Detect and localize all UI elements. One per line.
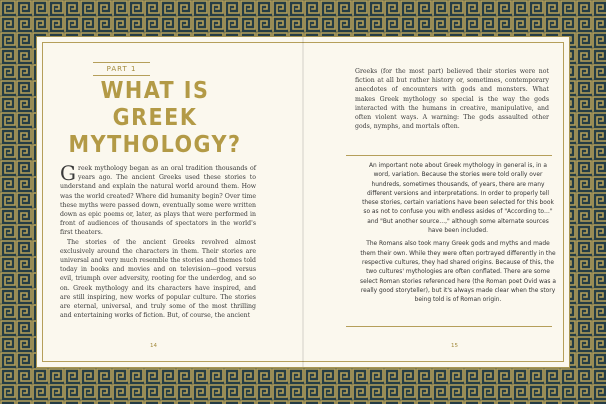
sidebar-paragraph-1: An important note about Greek mythology in general is, in a word, variation. Because the stories were told orally over hundreds, sometimes thousands, of years, there are many different versions and interpretations. In order to properly tell these stories, certain variations have been selected for this book so as not to confuse you with endless asides of "According to…" and "But another source…," although some alternate sources have been included. (362, 163, 554, 235)
left-paragraph-1-text: reek mythology began as an oral tradition thousands of years ago. The ancient Greeks used these stories to understand and explain the natural world around them. How was the world created? Where did humanity begin? Over time these myths were passed down, eventually some were written down as epic poems or, later, as plays that were performed in front of audiences of thousands of spectators in the world's first theaters. (60, 165, 256, 237)
chapter-title-line-2: MYTHOLOGY? (68, 132, 242, 158)
part-label: PART 1 (93, 62, 150, 76)
sidebar-bottom-rule (346, 326, 552, 327)
sidebar-note (360, 162, 556, 309)
right-page-number: 15 (451, 343, 458, 349)
right-paragraph-1: Greeks (for the most part) believed their stories were not fiction at all but rather history or, sometimes, contemporary anecdotes of encounters with gods and monsters. What makes Greek mythology so special is the way the gods interacted with the humans in creative, manipulative, and often violent ways. A warning: The gods assaulted other gods, nymphs, and mortals often. (355, 68, 549, 131)
sidebar-top-rule (346, 155, 552, 156)
right-page-body (355, 67, 549, 131)
chapter-title (60, 78, 250, 159)
left-page-number: 14 (150, 343, 157, 349)
left-paragraph-2: The stories of the ancient Greeks revolved almost exclusively around the characters in them. Their stories are universal and very much resemble the stories and themes told today in books and movies and on television—good versus evil, triumph over adversity, rooting for the underdog, and so on. Greek mythology and its characters have inspired, and are still inspiring, new works of popular culture. The stories are eternal, universal, and truly some of the most thrilling and entertaining works of fiction. But, of course, the ancient (60, 238, 256, 320)
sidebar-paragraph-2: The Romans also took many Greek gods and myths and made them their own. While they were often portrayed differently in the respective cultures, they had shared origins. Because of this, the two cultures' mythologies are often conflated. There are some select Roman stories referenced here (the Roman poet Ovid was a really good storyteller), but it's always made clear when the story being told is of Roman origin. (360, 241, 556, 304)
left-paragraph-1 (60, 161, 256, 238)
book-gutter (302, 37, 304, 367)
chapter-title-line-1: WHAT IS GREEK (100, 78, 210, 131)
drop-cap: G (60, 161, 76, 185)
left-page-body (60, 161, 256, 320)
